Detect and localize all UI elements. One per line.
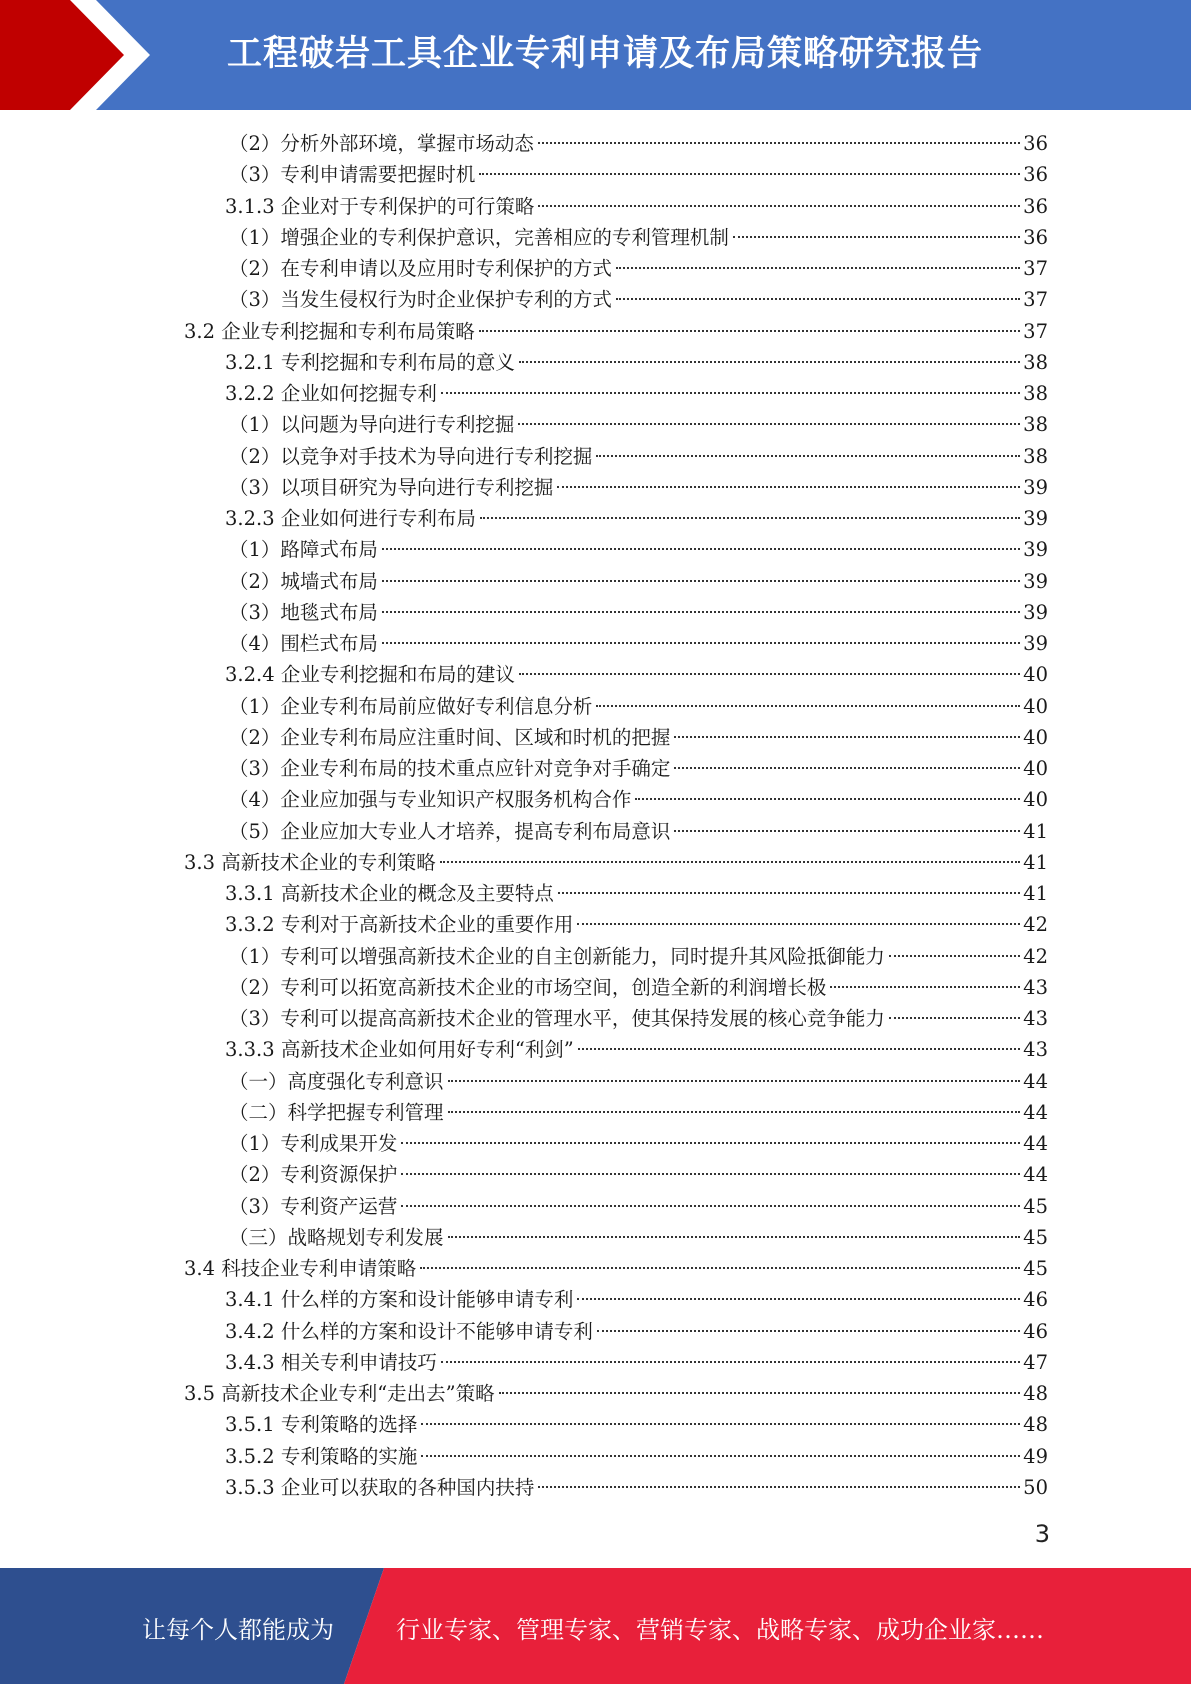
toc-entry-page: 40 bbox=[1023, 694, 1048, 718]
toc-entry-page: 38 bbox=[1023, 444, 1048, 468]
toc-entry[interactable] bbox=[229, 253, 1048, 284]
toc-leader-dots bbox=[596, 455, 1020, 457]
toc-entry-page: 39 bbox=[1023, 507, 1048, 530]
toc-entry[interactable] bbox=[229, 753, 1048, 784]
toc-leader-dots bbox=[519, 673, 1020, 675]
toc-entry[interactable] bbox=[229, 972, 1048, 1003]
footer-slogan-right: 行业专家、管理专家、营销专家、战略专家、成功企业家…… bbox=[396, 1616, 1044, 1644]
toc-entry-page: 45 bbox=[1023, 1225, 1048, 1249]
toc-entry[interactable] bbox=[225, 1409, 1048, 1440]
toc-entry[interactable] bbox=[225, 378, 1048, 409]
toc-leader-dots bbox=[674, 767, 1020, 769]
toc-entry-page: 44 bbox=[1023, 1132, 1048, 1155]
toc-entry[interactable] bbox=[229, 1128, 1048, 1159]
toc-entry[interactable] bbox=[225, 1316, 1048, 1347]
toc-entry-page: 37 bbox=[1023, 288, 1048, 312]
toc-entry[interactable] bbox=[229, 534, 1048, 565]
toc-entry-label: 3.2.4 企业专利挖掘和布局的建议 bbox=[225, 663, 515, 687]
toc-entry[interactable] bbox=[229, 597, 1048, 628]
toc-entry-page: 37 bbox=[1023, 257, 1048, 280]
toc-entry-page: 41 bbox=[1023, 850, 1048, 874]
toc-entry-label: 3.2.2 企业如何挖掘专利 bbox=[225, 382, 437, 405]
toc-entry[interactable] bbox=[225, 659, 1048, 690]
toc-entry[interactable] bbox=[229, 566, 1048, 597]
toc-entry-label: 3.5.3 企业可以获取的各种国内扶持 bbox=[225, 1475, 535, 1499]
toc-entry-label: （二）科学把握专利管理 bbox=[229, 1100, 444, 1124]
toc-leader-dots bbox=[401, 1173, 1020, 1175]
toc-entry-label: （1）企业专利布局前应做好专利信息分析 bbox=[229, 694, 593, 718]
toc-entry[interactable] bbox=[229, 1191, 1048, 1222]
toc-entry-page: 43 bbox=[1023, 1007, 1048, 1030]
toc-entry-page: 38 bbox=[1023, 413, 1048, 437]
toc-leader-dots bbox=[578, 1048, 1020, 1050]
footer-slogan-left: 让每个人都能成为 bbox=[142, 1616, 334, 1644]
toc-entry[interactable] bbox=[229, 441, 1048, 472]
toc-entry-label: （5）企业应加大专业人才培养，提高专利布局意识 bbox=[229, 819, 671, 843]
toc-entry-page: 36 bbox=[1023, 163, 1048, 187]
toc-leader-dots bbox=[421, 1455, 1020, 1457]
toc-entry-label: （1）以问题为导向进行专利挖掘 bbox=[229, 413, 515, 437]
toc-entry-page: 38 bbox=[1023, 350, 1048, 374]
toc-entry-page: 40 bbox=[1023, 788, 1048, 812]
toc-entry-page: 44 bbox=[1023, 1069, 1048, 1093]
toc-entry-label: 3.4.2 什么样的方案和设计不能够申请专利 bbox=[225, 1319, 593, 1343]
toc-entry-label: （4）围栏式布局 bbox=[229, 632, 378, 655]
toc-entry-label: （2）专利资源保护 bbox=[229, 1163, 398, 1187]
toc-entry-page: 40 bbox=[1023, 725, 1048, 749]
toc-entry-label: （一）高度强化专利意识 bbox=[229, 1069, 444, 1093]
toc-entry-label: （3）企业专利布局的技术重点应针对竞争对手确定 bbox=[229, 757, 671, 780]
red-arrow-icon bbox=[0, 0, 160, 110]
toc-entry-label: 3.2 企业专利挖掘和专利布局策略 bbox=[184, 319, 475, 343]
toc-entry[interactable] bbox=[229, 159, 1048, 190]
toc-leader-dots bbox=[538, 1486, 1020, 1488]
toc-leader-dots bbox=[538, 205, 1020, 207]
toc-entry-label: （2）专利可以拓宽高新技术企业的市场空间，创造全新的利润增长极 bbox=[229, 975, 827, 999]
toc-leader-dots bbox=[479, 173, 1020, 175]
toc-entry-label: 3.5.2 专利策略的实施 bbox=[225, 1444, 418, 1468]
toc-entry-page: 43 bbox=[1023, 975, 1048, 999]
toc-entry[interactable] bbox=[229, 941, 1048, 972]
toc-entry-label: （1）路障式布局 bbox=[229, 538, 378, 562]
toc-entry-page: 37 bbox=[1023, 319, 1048, 343]
toc-entry[interactable] bbox=[229, 472, 1048, 503]
toc-entry-label: （3）地毯式布局 bbox=[229, 600, 378, 624]
toc-entry-page: 39 bbox=[1023, 632, 1048, 655]
toc-entry-label: 3.4.1 什么样的方案和设计能够申请专利 bbox=[225, 1288, 574, 1312]
toc-leader-dots bbox=[440, 861, 1020, 863]
page-footer bbox=[0, 1568, 1191, 1684]
toc-leader-dots bbox=[557, 486, 1020, 488]
toc-entry-label: 3.5.1 专利策略的选择 bbox=[225, 1413, 418, 1437]
toc-entry-label: 3.5 高新技术企业专利“走出去”策略 bbox=[184, 1382, 495, 1405]
toc-leader-dots bbox=[382, 642, 1020, 644]
toc-entry[interactable] bbox=[184, 1378, 1048, 1409]
toc-entry-page: 41 bbox=[1023, 819, 1048, 843]
toc-leader-dots bbox=[519, 361, 1020, 363]
toc-entry[interactable] bbox=[225, 1034, 1048, 1065]
toc-entry-page: 40 bbox=[1023, 757, 1048, 780]
toc-entry-label: （2）在专利申请以及应用时专利保护的方式 bbox=[229, 257, 612, 280]
toc-leader-dots bbox=[616, 267, 1020, 269]
toc-entry-page: 44 bbox=[1023, 1100, 1048, 1124]
toc-entry-page: 45 bbox=[1023, 1194, 1048, 1218]
toc-leader-dots bbox=[382, 580, 1020, 582]
toc-entry-page: 36 bbox=[1023, 194, 1048, 218]
toc-entry-page: 43 bbox=[1023, 1038, 1048, 1062]
toc-leader-dots bbox=[441, 1361, 1020, 1363]
toc-leader-dots bbox=[538, 142, 1020, 144]
toc-entry-label: （2）企业专利布局应注重时间、区域和时机的把握 bbox=[229, 725, 671, 749]
toc-entry[interactable] bbox=[229, 816, 1048, 847]
page-header bbox=[0, 0, 1191, 110]
toc-leader-dots bbox=[635, 798, 1020, 800]
toc-entry-label: （4）企业应加强与专业知识产权服务机构合作 bbox=[229, 788, 632, 812]
toc-entry-page: 41 bbox=[1023, 882, 1048, 905]
toc-entry[interactable] bbox=[225, 909, 1048, 940]
toc-leader-dots bbox=[889, 1017, 1020, 1019]
toc-entry[interactable] bbox=[225, 1472, 1048, 1503]
toc-entry-label: 3.2.3 企业如何进行专利布局 bbox=[225, 507, 476, 530]
toc-entry-page: 39 bbox=[1023, 569, 1048, 593]
toc-entry-label: （2）分析外部环境，掌握市场动态 bbox=[229, 132, 534, 155]
toc-entry-page: 45 bbox=[1023, 1257, 1048, 1280]
toc-leader-dots bbox=[448, 1080, 1021, 1082]
toc-entry-page: 36 bbox=[1023, 132, 1048, 155]
toc-entry-label: （3）当发生侵权行为时企业保护专利的方式 bbox=[229, 288, 612, 312]
toc-entry[interactable] bbox=[229, 784, 1048, 815]
toc-entry-label: （3）专利可以提高高新技术企业的管理水平，使其保持发展的核心竞争能力 bbox=[229, 1007, 885, 1030]
toc-entry[interactable] bbox=[225, 1441, 1048, 1472]
toc-leader-dots bbox=[616, 298, 1020, 300]
toc-entry-label: （2）城墙式布局 bbox=[229, 569, 378, 593]
toc-leader-dots bbox=[382, 548, 1020, 550]
toc-entry-label: 3.3.2 专利对于高新技术企业的重要作用 bbox=[225, 913, 574, 937]
toc-leader-dots bbox=[480, 517, 1020, 519]
toc-entry-label: （1）专利成果开发 bbox=[229, 1132, 398, 1155]
toc-entry-label: （3）专利申请需要把握时机 bbox=[229, 163, 476, 187]
page-number: 3 bbox=[1034, 1520, 1050, 1548]
toc-entry[interactable] bbox=[229, 409, 1048, 440]
toc-entry-label: 3.2.1 专利挖掘和专利布局的意义 bbox=[225, 350, 515, 374]
toc-entry[interactable] bbox=[229, 1066, 1048, 1097]
toc-entry[interactable] bbox=[229, 1222, 1048, 1253]
toc-leader-dots bbox=[420, 1267, 1020, 1269]
toc-entry-page: 47 bbox=[1023, 1350, 1048, 1374]
toc-entry[interactable] bbox=[225, 347, 1048, 378]
toc-leader-dots bbox=[889, 955, 1020, 957]
toc-entry[interactable] bbox=[229, 222, 1048, 253]
toc-entry-page: 39 bbox=[1023, 600, 1048, 624]
toc-entry-page: 46 bbox=[1023, 1288, 1048, 1312]
toc-leader-dots bbox=[674, 736, 1020, 738]
toc-leader-dots bbox=[441, 392, 1020, 394]
toc-entry[interactable] bbox=[225, 1284, 1048, 1315]
toc-entry-page: 42 bbox=[1023, 944, 1048, 968]
toc-leader-dots bbox=[597, 1330, 1020, 1332]
toc-entry-label: 3.3 高新技术企业的专利策略 bbox=[184, 850, 436, 874]
toc-entry-page: 48 bbox=[1023, 1382, 1048, 1405]
toc-leader-dots bbox=[830, 986, 1020, 988]
toc-entry[interactable] bbox=[225, 191, 1048, 222]
toc-leader-dots bbox=[499, 1392, 1021, 1394]
toc-entry-page: 49 bbox=[1023, 1444, 1048, 1468]
toc-entry[interactable] bbox=[229, 628, 1048, 659]
toc-leader-dots bbox=[558, 892, 1020, 894]
toc-entry-label: 3.4.3 相关专利申请技巧 bbox=[225, 1350, 437, 1374]
toc-entry-page: 39 bbox=[1023, 538, 1048, 562]
toc-entry-label: 3.3.3 高新技术企业如何用好专利“利剑” bbox=[225, 1038, 574, 1062]
toc-leader-dots bbox=[733, 236, 1020, 238]
toc-entry-page: 44 bbox=[1023, 1163, 1048, 1187]
toc-leader-dots bbox=[448, 1236, 1021, 1238]
toc-entry[interactable] bbox=[229, 1097, 1048, 1128]
toc-entry[interactable] bbox=[229, 1003, 1048, 1034]
toc-leader-dots bbox=[479, 330, 1020, 332]
toc-leader-dots bbox=[448, 1111, 1021, 1113]
toc-leader-dots bbox=[401, 1205, 1020, 1207]
toc-leader-dots bbox=[577, 1298, 1020, 1300]
toc-entry-page: 46 bbox=[1023, 1319, 1048, 1343]
toc-entry-page: 42 bbox=[1023, 913, 1048, 937]
toc-entry-page: 38 bbox=[1023, 382, 1048, 405]
toc-entry-page: 40 bbox=[1023, 663, 1048, 687]
toc-entry[interactable] bbox=[229, 722, 1048, 753]
toc-entry[interactable] bbox=[229, 284, 1048, 315]
toc-entry-label: （3）专利资产运营 bbox=[229, 1194, 398, 1218]
toc-leader-dots bbox=[577, 923, 1020, 925]
toc-entry-label: （三）战略规划专利发展 bbox=[229, 1225, 444, 1249]
toc-entry-page: 36 bbox=[1023, 225, 1048, 249]
toc-leader-dots bbox=[518, 423, 1020, 425]
toc-entry[interactable] bbox=[229, 1159, 1048, 1190]
toc-entry[interactable] bbox=[229, 691, 1048, 722]
toc-entry[interactable] bbox=[184, 1253, 1048, 1284]
toc-leader-dots bbox=[421, 1423, 1020, 1425]
toc-entry[interactable] bbox=[225, 1347, 1048, 1378]
toc-entry[interactable] bbox=[184, 847, 1048, 878]
toc-entry-label: 3.4 科技企业专利申请策略 bbox=[184, 1257, 417, 1280]
document-title: 工程破岩工具企业专利申请及布局策略研究报告 bbox=[227, 34, 984, 74]
toc-entry[interactable] bbox=[184, 316, 1048, 347]
toc-entry-label: （3）以项目研究为导向进行专利挖掘 bbox=[229, 475, 554, 499]
toc-entry[interactable] bbox=[225, 878, 1048, 909]
toc-leader-dots bbox=[596, 705, 1020, 707]
toc-entry-label: （1）增强企业的专利保护意识，完善相应的专利管理机制 bbox=[229, 225, 729, 249]
toc-entry-page: 39 bbox=[1023, 475, 1048, 499]
toc-entry-label: （1）专利可以增强高新技术企业的自主创新能力，同时提升其风险抵御能力 bbox=[229, 944, 885, 968]
toc-leader-dots bbox=[382, 611, 1020, 613]
toc-entry-page: 50 bbox=[1023, 1475, 1048, 1499]
toc-leader-dots bbox=[674, 830, 1020, 832]
toc-entry-label: 3.3.1 高新技术企业的概念及主要特点 bbox=[225, 882, 554, 905]
toc-entry-page: 48 bbox=[1023, 1413, 1048, 1437]
toc-leader-dots bbox=[401, 1142, 1020, 1144]
toc-entry-label: 3.1.3 企业对于专利保护的可行策略 bbox=[225, 194, 535, 218]
toc-entry-label: （2）以竞争对手技术为导向进行专利挖掘 bbox=[229, 444, 593, 468]
toc-entry[interactable] bbox=[225, 503, 1048, 534]
toc-entry[interactable] bbox=[229, 128, 1048, 159]
